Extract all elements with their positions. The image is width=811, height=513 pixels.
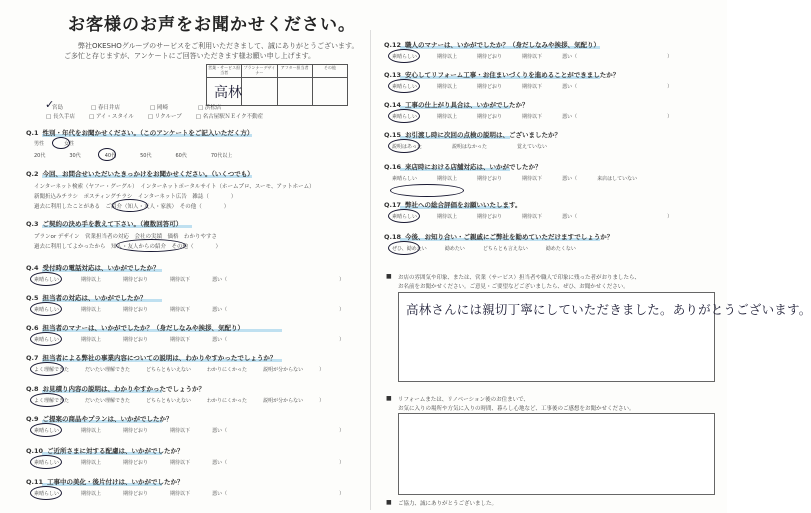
footer-thanks: ご協力、誠にありがとうございました。 — [398, 501, 498, 507]
q5-options: 素晴らしい 期待以上 期待どおり 期待以下 悪い（ ） — [34, 307, 345, 313]
comment2-bullet: ■ — [386, 395, 392, 402]
q8-answer-circle — [30, 393, 64, 407]
q2-options-row-3: 過去に利用したことがある ご紹介（知人・友人・家族） その他（ ） — [34, 204, 230, 210]
q1-gender-options: 男性 女性 — [34, 141, 75, 147]
q17-options: 素晴らしい 期待以上 期待どおり 期待以下 悪い（ ） — [392, 214, 673, 220]
q14-answer-circle — [388, 109, 420, 123]
q6-options: 素晴らしい 期待以上 期待どおり 期待以下 悪い（ ） — [34, 337, 345, 343]
footer-bullet: ■ — [386, 499, 392, 506]
question-q3: Q.3 ご契約の決め手を教えて下さい。（複数回答可） — [26, 220, 183, 228]
question-q8: Q.8 お見積り内容の説明は、わかりやすかったでしょうか？ — [26, 385, 206, 393]
q9-options: 素晴らしい 期待以上 期待どおり 期待以下 悪い（ ） — [34, 428, 345, 434]
question-q18: Q.18 今後、お知り合い・ご親戚にご弊社を勧めていただけますでしょうか？ — [384, 233, 614, 241]
page-title: お客様のお声をお聞かせください。 — [68, 15, 356, 35]
q15-options: 説明はあった 説明はなかった 覚えていない — [392, 144, 547, 150]
q12-answer-circle — [388, 49, 420, 63]
stamp-col-planner: プランナーデザイナー — [242, 65, 277, 77]
comment2-prompt-2: お気に入りの場所や方気に入りの時間、暮らし心地など、工事後のご感想をお聞かせください。 — [398, 406, 635, 412]
stamp-col-other: その他 — [323, 65, 336, 70]
q10-options: 素晴らしい 期待以上 期待どおり 期待以下 悪い（ ） — [34, 460, 345, 466]
q2-answer-circle — [112, 199, 148, 212]
intro-line-2: ご多忙と存じますが、アンケートにご回答いただきます様お願い申し上げます。 — [64, 52, 316, 60]
q7-answer-circle — [30, 362, 64, 376]
q4-answer-circle — [30, 272, 62, 286]
question-q16: Q.16 来店時における店舗対応は、いかがでしたか？ — [384, 163, 542, 171]
comment1-handwritten-answer: 高林さんには親切丁寧にしていただきました。ありがとうございます。 — [406, 302, 811, 317]
q4-options: 素晴らしい 期待以上 期待どおり 期待以下 悪い（ ） — [34, 277, 345, 283]
comment2-box — [398, 413, 715, 495]
column-divider — [370, 30, 371, 510]
q15-answer-circle — [388, 139, 420, 153]
q14-options: 素晴らしい 期待以上 期待どおり 期待以下 悪い（ ） — [392, 114, 673, 120]
question-q7: Q.7 担当者による弊社の事業内容についての説明は、わかりやすかったでしょうか？ — [26, 354, 277, 362]
q18-options: ぜひ、勧めたい 勧めたい どちらとも言えない 勧めたくない — [392, 246, 576, 252]
comment1-prompt-2: お名前をお聞かせください。ご意見・ご要望などございましたら、ぜひ、お聞かせください。 — [398, 284, 629, 290]
q13-answer-circle — [388, 79, 420, 93]
q17-answer-circle — [388, 209, 420, 223]
q18-answer-circle — [388, 241, 420, 255]
question-q12: Q.12 職人のマナーは、いかがでしたか？（身だしなみや挨拶、気配り） — [384, 41, 601, 49]
q8-options: よく理解できた だいたい理解できた どちらともいえない わかりにくかった 説明が分からない ） — [34, 398, 325, 404]
q3-answer-circle — [116, 239, 186, 252]
q7-options: よく理解できた だいたい理解できた どちらともいえない わかりにくかった 説明が分からない ） — [34, 367, 325, 373]
comment1-bullet: ■ — [386, 273, 392, 280]
question-q9: Q.9 ご提案の商品やプランは、いかがでしたか？ — [26, 415, 173, 423]
q10-answer-circle — [30, 455, 62, 469]
staff-name-handwritten: 高林 — [214, 85, 242, 101]
stamp-col-sales: 営業・サービス担当者 — [207, 65, 242, 77]
q12-options: 素晴らしい 期待以上 期待どおり 期待以下 悪い（ ） — [392, 54, 673, 60]
question-q2: Q.2 今回、お問合せいただいたきっかけをお聞かせください。（いくつでも） — [26, 170, 254, 178]
stamp-col-after: アフター担当者 — [278, 65, 313, 77]
q16-options: 素晴らしい 期待以上 期待どおり 期待以下 悪い（ 来店はしていない — [392, 176, 638, 182]
q6-answer-circle — [30, 332, 62, 346]
question-q14: Q.14 工事の仕上がり具合は、いかがでしたか？ — [384, 101, 529, 109]
q2-options-row-1: インターネット検索（ヤフー・グーグル） インターネットポータルサイト（ホームプロ、スーモ、アットホーム） — [34, 184, 315, 190]
q1-age-circle — [98, 148, 116, 161]
store-row-1: 宮島 □ 春日井店 □ 岡崎 □ 浜松店 — [52, 105, 222, 111]
question-q13: Q.13 安心してリフォーム工事・お住まいづくりを進めることができましたか？ — [384, 71, 620, 79]
question-q15: Q.15 お引渡し時に次回の点検の説明は、ございましたか？ — [384, 131, 562, 139]
comment1-prompt-1: お店の雰囲気や印象、または、営業（サービス）担当者や職人で印象に残った者がおりましたら、 — [398, 275, 641, 281]
question-q1: Q.1 性別・年代をお聞かせください。（このアンケートをご記入いただく方） — [26, 129, 254, 137]
question-q17: Q.17 弊社への総合評価をお願いいたします。 — [384, 201, 522, 209]
comment2-prompt-1: リフォームまたは、リノベーション後のお住まいで、 — [398, 397, 529, 403]
question-q5: Q.5 担当者の対応は、いかがでしたか？ — [26, 294, 147, 302]
intro-line-1: 弊社OKESHOグループのサービスをご利用いただきまして、誠にありがとうございます。 — [78, 42, 359, 50]
q11-options: 素晴らしい 期待以上 期待どおり 期待以下 悪い（ ） — [34, 491, 345, 497]
question-q10: Q.10 ご近所さまに対する配慮は、いかがでしたか？ — [26, 447, 184, 455]
q2-options-row-2: 新聞折込みチラシ ポスティングチラシ インターネット広告 雑誌（ ） — [34, 194, 237, 200]
q3-options-row-1: プランor デザイン 営業担当者の対応 会社の実績 価格 わかりやすさ — [34, 234, 217, 240]
q16-secondary-circle — [390, 184, 464, 197]
question-q6: Q.6 担当者のマナーは、いかがでしたか？（身だしなみや挨拶、気配り） — [26, 324, 245, 332]
q5-answer-circle — [30, 302, 62, 316]
question-q11: Q.11 工事中の美化・後片付けは、いかがでしたか？ — [26, 478, 184, 486]
q3-options-row-2: 過去に利用してよかったから 知人・友人からの紹介 その他（ ） — [34, 244, 222, 250]
question-q4: Q.4 受付時の電話対応は、いかがでしたか？ — [26, 264, 160, 272]
check-mark: ✓ — [45, 98, 55, 111]
q1-age-options: 20代 30代 40代 50代 60代 70代以上 — [34, 153, 233, 159]
q11-answer-circle — [30, 486, 62, 500]
q1-gender-circle — [52, 137, 70, 149]
store-row-2: □ 長久手店 □ アイ・スタイル □ リクルーブ □ 名古屋駅ＮＥイク不動産 — [46, 114, 264, 120]
q9-answer-circle — [30, 423, 62, 437]
q13-options: 素晴らしい 期待以上 期待どおり 期待以下 悪い（ ） — [392, 84, 673, 90]
